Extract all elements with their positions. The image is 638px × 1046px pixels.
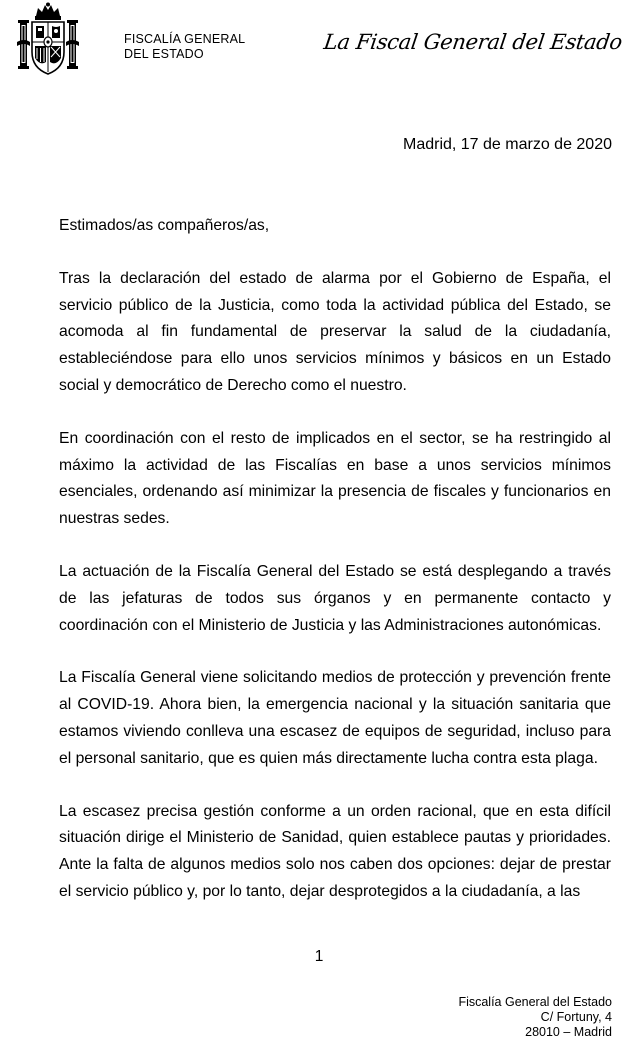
coat-of-arms-icon <box>16 2 80 76</box>
organization-name-line2: DEL ESTADO <box>124 47 204 61</box>
signature-title: La Fiscal General del Estado <box>322 30 624 54</box>
letter-paragraph-3: La actuación de la Fiscalía General del Estado se está desplegando a través de las jefaturas de todos sus órganos y en permanente contacto y coordinación con el Ministerio de Justicia y las Administraciones autonómicas. <box>59 562 611 634</box>
letter-paragraph-1: Tras la declaración del estado de alarma por el Gobierno de España, el servicio público de la Justicia, como toda la actividad pública del Estado, se acomoda al fin fundamental de preservar la salud de la ciudadanía, estableciéndose para ello unos servicios mínimos y básicos en un Estado social y democrático de Derecho como el nuestro. <box>59 269 611 394</box>
letter-date: Madrid, 17 de marzo de 2020 <box>402 136 612 153</box>
organization-name <box>124 32 245 62</box>
letter-greeting: Estimados/as compañeros/as, <box>59 217 270 234</box>
organization-name-line1: FISCALÍA GENERAL <box>124 32 246 46</box>
footer-address <box>458 995 612 1040</box>
footer-line2: C/ Fortuny, 4 <box>540 1010 612 1024</box>
letter-body <box>59 213 611 932</box>
footer-line1: Fiscalía General del Estado <box>458 995 612 1009</box>
letter-paragraph-5: La escasez precisa gestión conforme a un orden racional, que en esta difícil situación dirige el Ministerio de Sanidad, quien establece pautas y prioridades. Ante la falta de algunos medios solo nos caben dos opciones: dejar de prestar el servicio público y, por lo tanto, dejar desprotegidos a la ciudadanía, a las <box>59 802 611 900</box>
letter-paragraph-4: La Fiscalía General viene solicitando medios de protección y prevención frente al COVID-19. Ahora bien, la emergencia nacional y la situación sanitaria que estamos viviendo conlleva una escasez de equipos de seguridad, incluso para el personal sanitario, que es quien más directamente lucha contra esta plaga. <box>59 669 611 767</box>
footer-line3: 28010 – Madrid <box>525 1025 612 1039</box>
page-number: 1 <box>314 948 324 965</box>
letter-paragraph-2: En coordinación con el resto de implicados en el sector, se ha restringido al máximo la actividad de las Fiscalías en base a unos servicios mínimos esenciales, ordenando así minimizar la presencia de fiscales y funcionarios en nuestras sedes. <box>59 429 611 528</box>
